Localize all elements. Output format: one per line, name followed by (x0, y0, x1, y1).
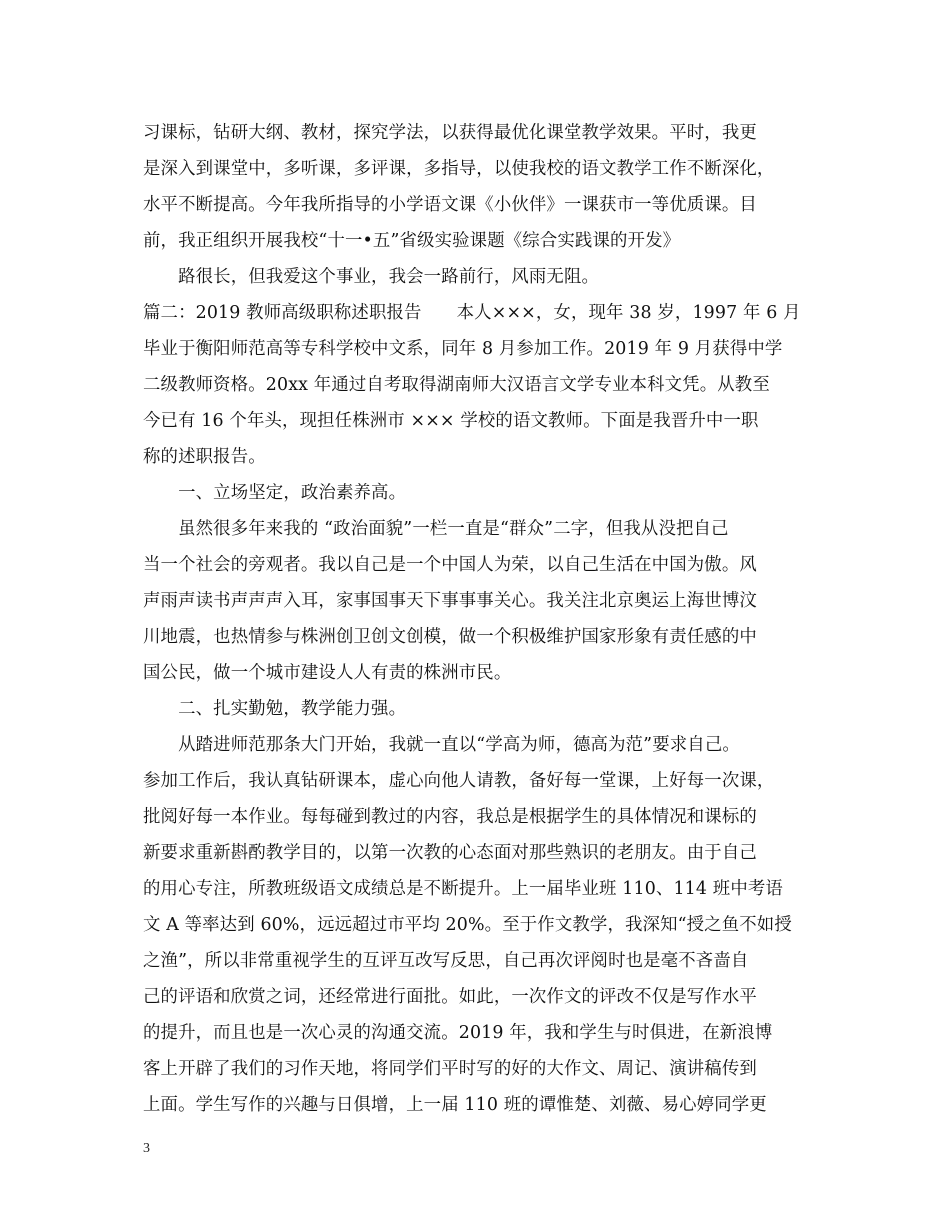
text-line: 虽然很多年来我的 “政治面貌”一栏一直是“群众”二字，但我从没把自己 (143, 519, 729, 539)
text-line: 毕业于衡阳师范高等专科学校中文系，同年 8 月参加工作。2019 年 9 月获得中学 (143, 339, 783, 359)
text-line: 参加工作后，我认真钻研课本，虚心向他人请教，备好每一堂课，上好每一次课， (143, 771, 775, 791)
document-body (143, 115, 808, 1123)
text-line: 是深入到课堂中，多听课，多评课，多指导，以使我校的语文教学工作不断深化， (143, 159, 775, 179)
text-line: 文 A 等率达到 60%，远远超过市平均 20%。至于作文教学，我深知“授之鱼不如授 (143, 915, 792, 935)
text-line: 当一个社会的旁观者。我以自己是一个中国人为荣，以自己生活在中国为傲。风 (143, 555, 757, 575)
text-line: 国公民，做一个城市建设人人有责的株洲市民。 (143, 663, 512, 683)
text-line: 路很长，但我爱这个事业，我会一路前行，风雨无阻。 (143, 267, 600, 287)
text-line: 的提升，而且也是一次心灵的沟通交流。2019 年，我和学生与时俱进，在新浪博 (143, 1023, 773, 1043)
text-line: 之渔”，所以非常重视学生的互评互改写反思，自己再次评阅时也是毫不吝啬自 (143, 951, 749, 971)
text-line: 称的述职报告。 (143, 447, 266, 467)
text-line: 水平不断提高。今年我所指导的小学语文课《小伙伴》一课获市一等优质课。目 (143, 195, 757, 215)
text-line: 的用心专注，所教班级语文成绩总是不断提升。上一届毕业班 110、114 班中考语 (143, 879, 783, 899)
text-line: 己的评语和欣赏之词，还经常进行面批。如此，一次作文的评改不仅是写作水平 (143, 987, 757, 1007)
text-line: 川地震，也热情参与株洲创卫创文创模，做一个积极维护国家形象有责任感的中 (143, 627, 757, 647)
text-line: 客上开辟了我们的习作天地，将同学们平时写的好的大作文、周记、演讲稿传到 (143, 1059, 757, 1079)
text-line: 声雨声读书声声声入耳，家事国事天下事事事关心。我关注北京奥运上海世博汶 (143, 591, 757, 611)
text-line: 新要求重新斟酌教学目的，以第一次教的心态面对那些熟识的老朋友。由于自己 (143, 843, 757, 863)
page-number: 3 (143, 1141, 150, 1156)
text-line: 今已有 16 个年头，现担任株洲市 ××× 学校的语文教师。下面是我晋升中一职 (143, 411, 759, 431)
text-line: 一、立场坚定，政治素养高。 (143, 483, 407, 503)
text-line: 从踏进师范那条大门开始，我就一直以“学高为师，德高为范”要求自己。 (143, 735, 740, 755)
text-line: 篇二：2019 教师高级职称述职报告 本人×××，女，现年 38 岁，1997 年 6 月 (143, 303, 801, 323)
text-line: 批阅好每一本作业。每每碰到教过的内容，我总是根据学生的具体情况和课标的 (143, 807, 757, 827)
text-line: 二、扎实勤勉，教学能力强。 (143, 699, 407, 719)
text-line: 前，我正组织开展我校“十一•五”省级实验课题《综合实践课的开发》 (143, 231, 681, 251)
text-line: 上面。学生写作的兴趣与日俱增，上一届 110 班的谭惟楚、刘薇、易心婷同学更 (143, 1095, 767, 1115)
text-line: 二级教师资格。20xx 年通过自考取得湖南师大汉语言文学专业本科文凭。从教至 (143, 375, 770, 395)
text-line: 习课标，钻研大纲、教材，探究学法，以获得最优化课堂教学效果。平时，我更 (143, 123, 757, 143)
